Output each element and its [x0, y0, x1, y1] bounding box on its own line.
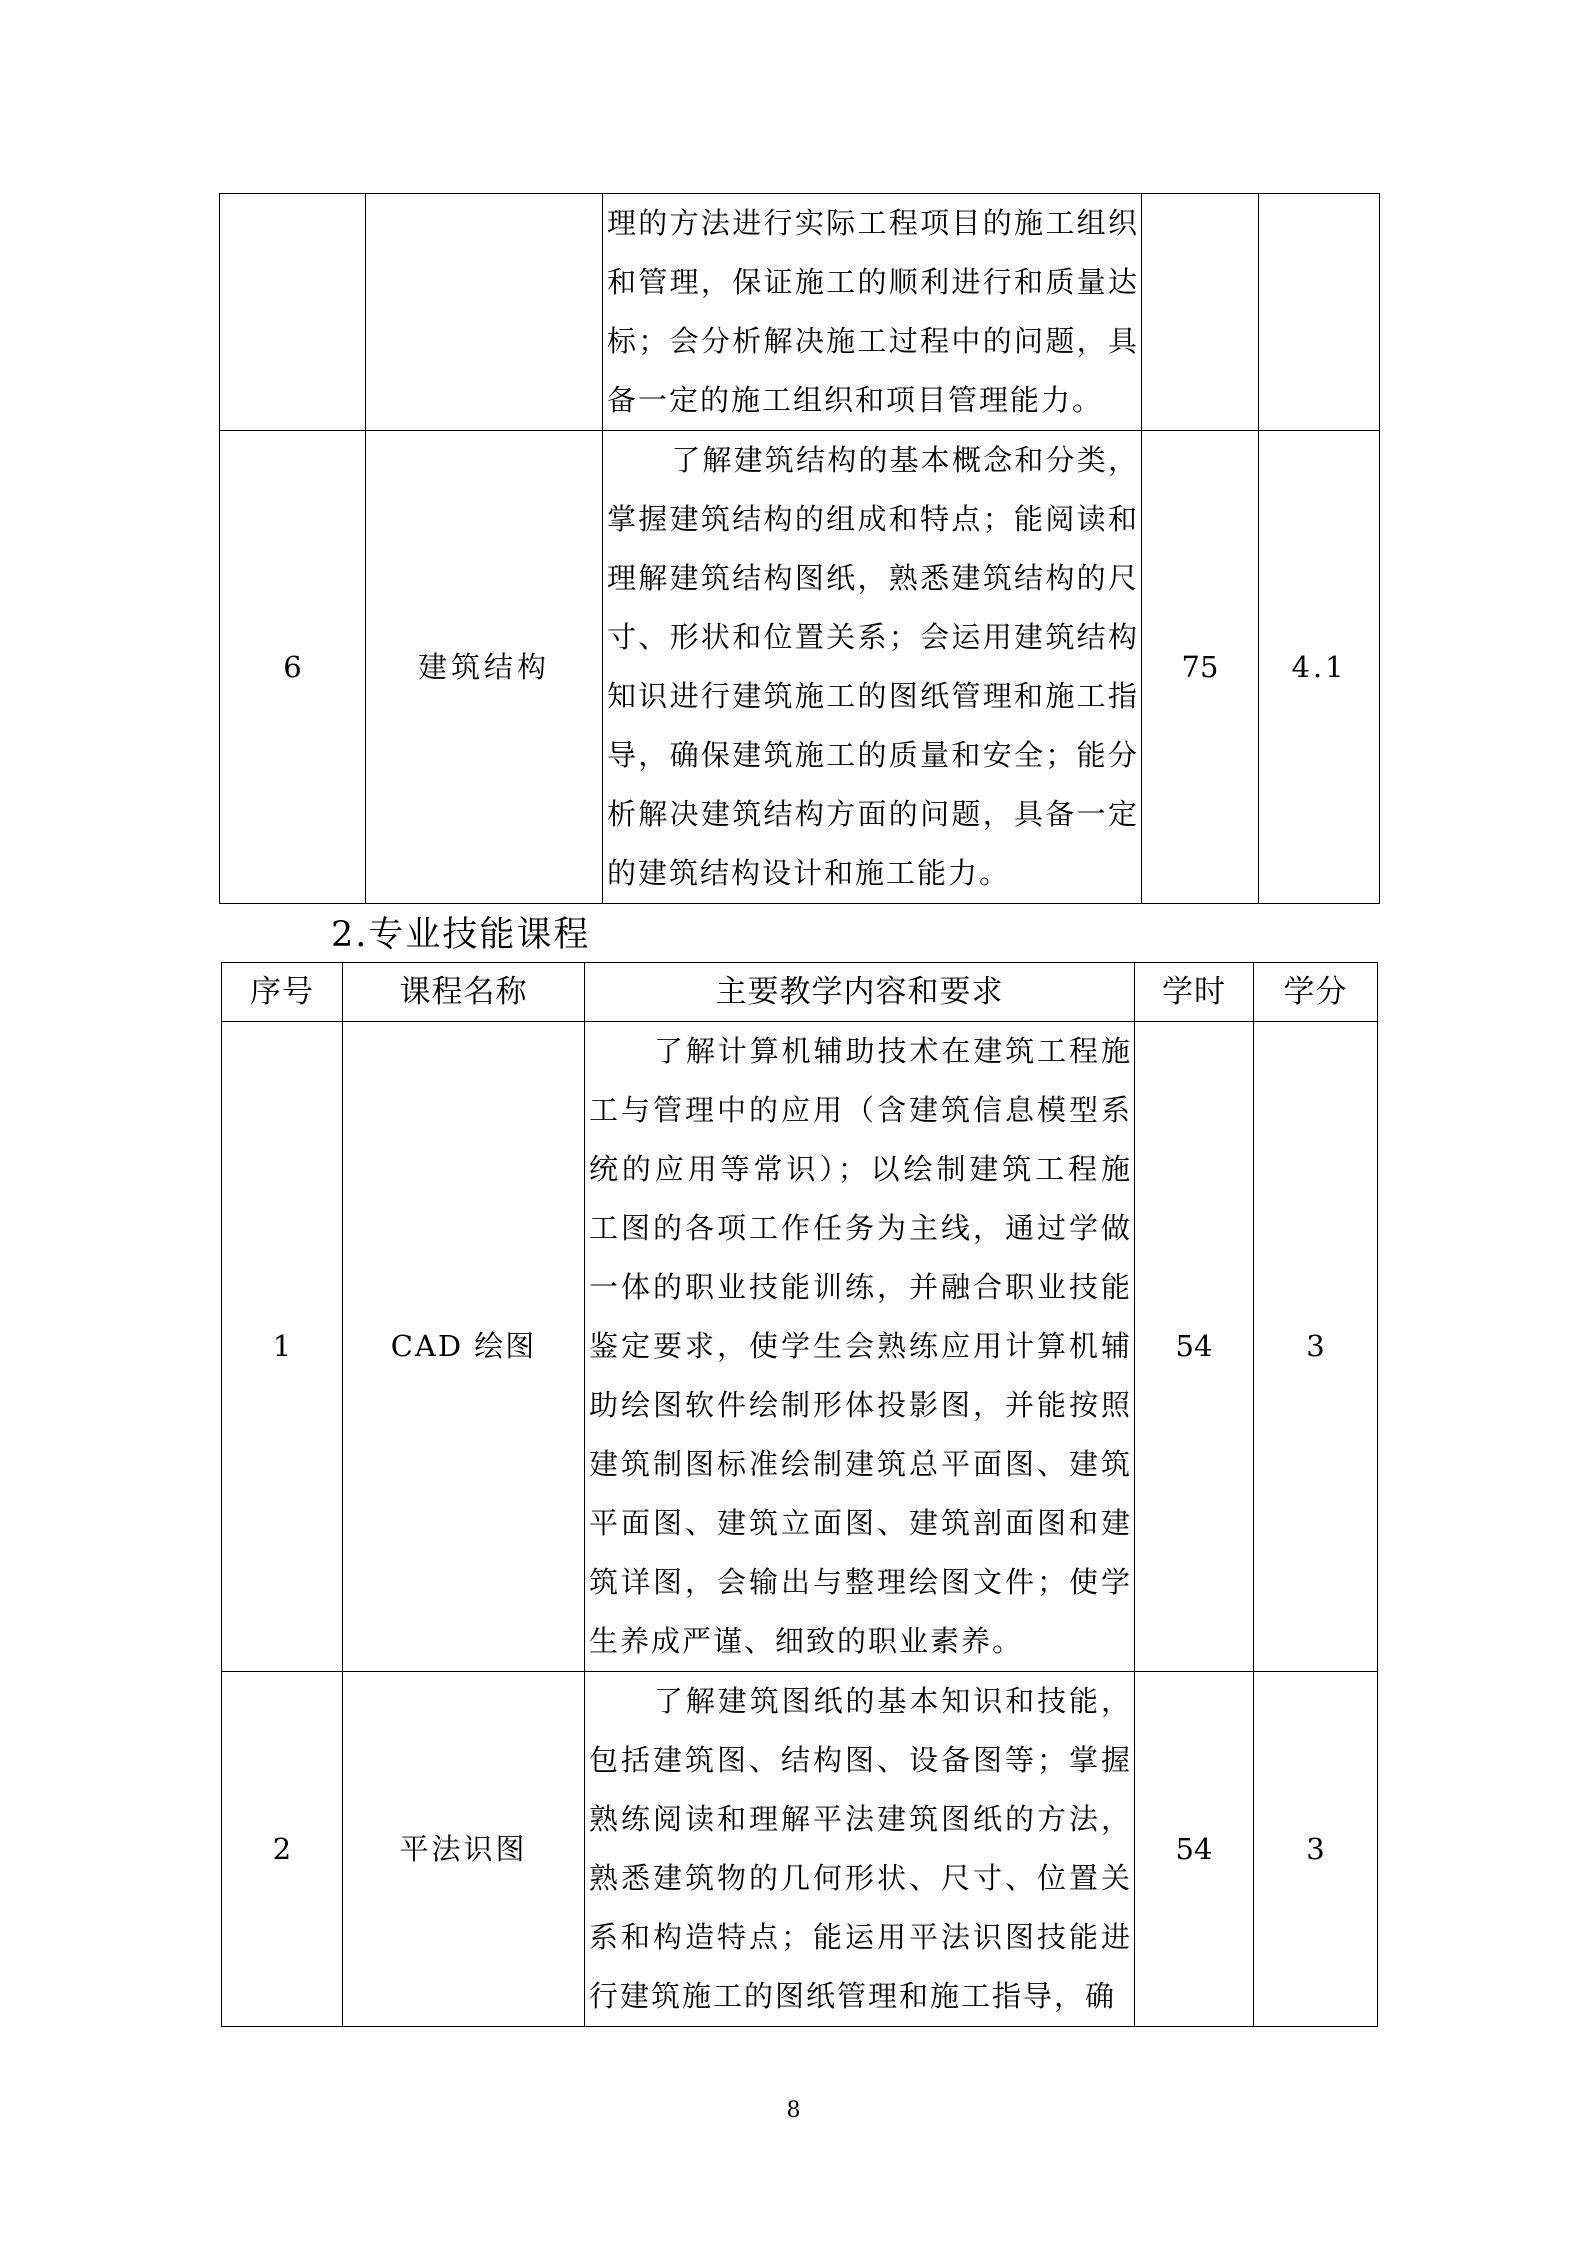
table-row — [222, 1022, 1378, 1672]
header-hours: 学时 — [1135, 963, 1254, 1022]
course-content-text: 了解建筑图纸的基本知识和技能，包括建筑图、结构图、设备图等；掌握熟练阅读和理解平法建筑图纸的方法，熟悉建筑物的几何形状、尺寸、位置关系和构造特点；能运用平法识图技能进行建筑施工的图纸管理和施工指导，确 — [589, 1684, 1132, 2013]
table-row — [222, 1672, 1378, 2027]
hours-cell: 54 — [1135, 1672, 1254, 2027]
course-content-cell — [603, 194, 1142, 431]
row-number-cell: 1 — [222, 1022, 343, 1672]
course-content-text: 理的方法进行实际工程项目的施工组织和管理，保证施工的顺利进行和质量达标；会分析解决施工过程中的问题，具备一定的施工组织和项目管理能力。 — [607, 206, 1139, 417]
page-number: 8 — [786, 2098, 801, 2123]
row-number-cell: 2 — [222, 1672, 343, 2027]
credits-cell: 4.1 — [1259, 431, 1380, 904]
row-number-cell: 6 — [220, 431, 366, 904]
header-credits: 学分 — [1254, 963, 1378, 1022]
course-content-text: 了解计算机辅助技术在建筑工程施工与管理中的应用（含建筑信息模型系统的应用等常识）；以绘制建筑工程施工图的各项工作任务为主线，通过学做一体的职业技能训练，并融合职业技能鉴定要求，使学生会熟练应用计算机辅助绘图软件绘制形体投影图，并能按照建筑制图标准绘制建筑总平面图、建筑平面图、建筑立面图、建筑剖面图和建筑详图，会输出与整理绘图文件；使学生养成严谨、细致的职业素养。 — [589, 1034, 1132, 1658]
course-content-cell — [585, 1022, 1135, 1672]
course-name-cell: CAD 绘图 — [343, 1022, 585, 1672]
course-name-cell: 平法识图 — [343, 1672, 585, 2027]
course-content-text: 了解建筑结构的基本概念和分类，掌握建筑结构的组成和特点；能阅读和理解建筑结构图纸，熟悉建筑结构的尺寸、形状和位置关系；会运用建筑结构知识进行建筑施工的图纸管理和施工指导，确保建筑施工的质量和安全；能分析解决建筑结构方面的问题，具备一定的建筑结构设计和施工能力。 — [607, 443, 1139, 890]
course-name-cell: 建筑结构 — [366, 431, 603, 904]
skills-course-table — [221, 962, 1378, 2027]
credits-cell: 3 — [1254, 1672, 1378, 2027]
credits-cell: 3 — [1254, 1022, 1378, 1672]
course-content-cell — [603, 431, 1142, 904]
hours-cell: 75 — [1142, 431, 1259, 904]
row-number-cell — [220, 194, 366, 431]
table-row — [220, 194, 1380, 431]
course-name-cell — [366, 194, 603, 431]
table-row — [220, 431, 1380, 904]
table-header-row — [222, 963, 1378, 1022]
credits-cell — [1259, 194, 1380, 431]
course-table-continued — [219, 193, 1380, 904]
hours-cell: 54 — [1135, 1022, 1254, 1672]
header-content: 主要教学内容和要求 — [585, 963, 1135, 1022]
section-heading: 2.专业技能课程 — [331, 915, 591, 955]
header-number: 序号 — [222, 963, 343, 1022]
course-content-cell — [585, 1672, 1135, 2027]
header-course-name: 课程名称 — [343, 963, 585, 1022]
hours-cell — [1142, 194, 1259, 431]
